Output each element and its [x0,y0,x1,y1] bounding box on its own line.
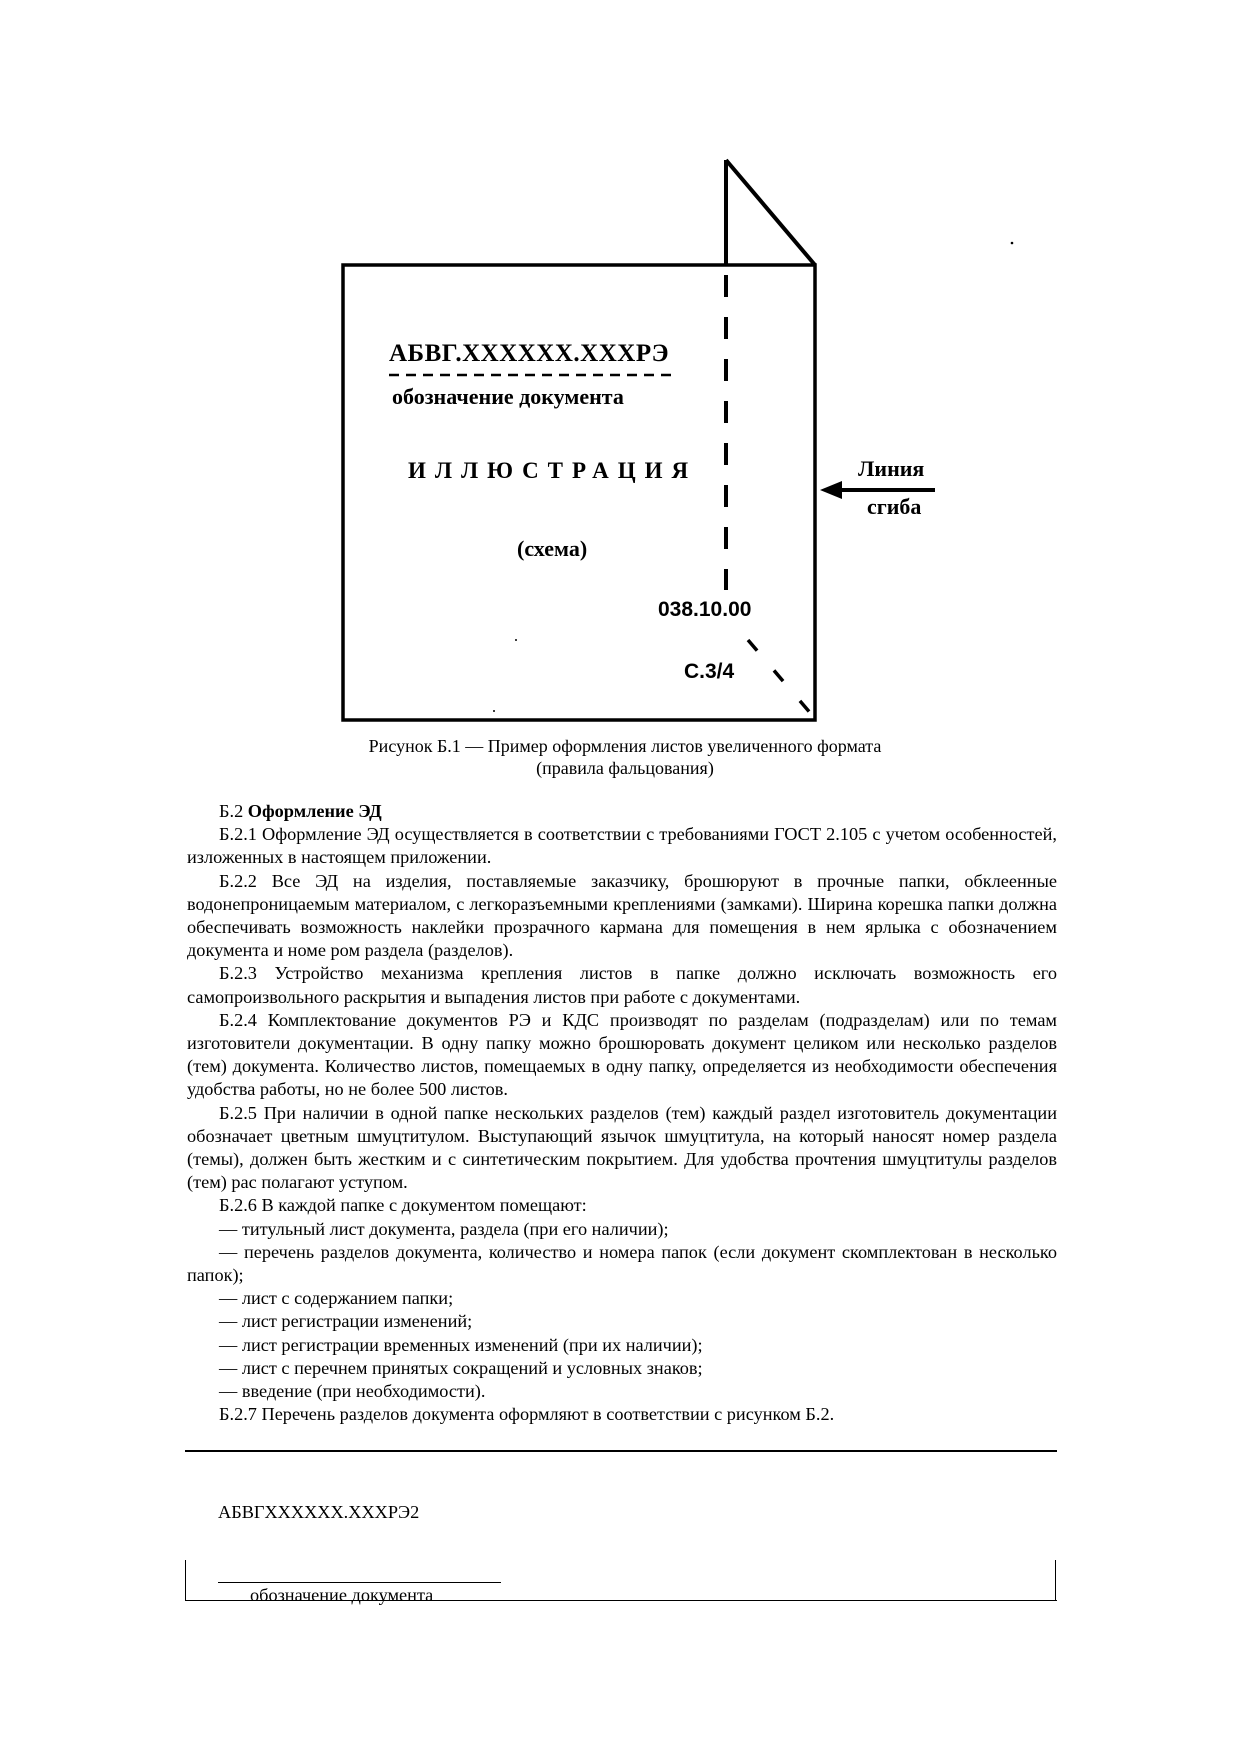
list-item: — лист регистрации изменений; [219,1311,473,1332]
figure-document-code: АБВГ.XXXXXX.XXXРЭ [389,340,670,367]
horizontal-rule [185,1450,1057,1452]
sheet-outline [343,265,815,720]
fold-line-label-2: сгиба [867,494,922,519]
paragraph: Б.2.5 При наличии в одной папке нескольких разделов (тем) каждый раздел изготовитель документации обозначает цветным шмуцтитулом. Выступающий язычок шмуцтитула, на который наносят номер раздела (темы), должен быть жестким и с синтетическим покрытием. Для удобства прочтения шмуцтитулы разделов (тем) рас полагают уступом. [187,1102,1057,1193]
paragraph: Б.2.4 Комплектование документов РЭ и КДС производят по разделам (подразделам) или по темам изготовители документации. В одну папку можно брошюровать документ целиком или несколько разделов (тем) документа. Количество листов, помещаемых в одну папку, определяется из необходимости обеспечения удобства работы, но не более 500 листов. [187,1009,1057,1100]
list-item: — введение (при необходимости). [219,1381,486,1402]
corner-dashed-diagonal [748,640,812,715]
paragraph: Б.2.2 Все ЭД на изделия, поставляемые заказчику, брошюруют в прочные папки, обклеенные водонепроницаемым материалом, с легкоразъемными креплениями (замками). Ширина корешка папки должна обеспечивать возможность наклейки прозрачного кармана для помещения в нем ярлыка с обозначением документа и номе ром раздела (разделов). [187,870,1057,961]
fold-arrow-head [820,481,842,499]
paragraph: Б.2.3 Устройство механизма крепления листов в папке должно исключать возможность его самопроизвольного раскрытия и выпадения листов при работе с документами. [187,963,1057,1007]
paragraph: Б.2.7 Перечень разделов документа оформляют в соответствии с рисунком Б.2. [219,1404,835,1425]
folding-figure [0,0,1240,740]
bottom-document-code: АБВГХХХХХХ.ХХХРЭ2 [218,1502,420,1522]
list-item: — титульный лист документа, раздела (при его наличии); [219,1218,669,1239]
box-right-border [1055,1560,1056,1600]
figure-page: С.3/4 [684,660,735,683]
section-heading [187,800,1057,823]
list-item: — лист регистрации временных изменений (при их наличии); [219,1334,703,1355]
figure-number: 038.10.00 [658,598,752,621]
section-number: Б.2 [219,801,244,821]
section-title: Оформление ЭД [247,801,382,821]
fold-line-label-1: Линия [858,456,925,481]
paragraph: Б.2.1 Оформление ЭД осуществляется в соответствии с требованиями ГОСТ 2.105 с учетом особенностей, изложенных в настоящем приложении. [187,824,1057,868]
figure-caption-sub: (правила фальцования) [536,758,714,778]
bottom-document-label: обозначение документа [250,1585,434,1605]
list-item: — лист с перечнем принятых сокращений и условных знаков; [219,1357,703,1378]
designation-underline [218,1582,501,1583]
figure-drawing [0,0,1240,740]
figure-document-label: обозначение документа [392,384,624,409]
figure-caption: Рисунок Б.1 — Пример оформления листов увеличенного формата [368,736,882,756]
figure-illustration-label: ИЛЛЮСТРАЦИЯ [408,458,698,483]
figure-scheme-label: (схема) [517,536,588,561]
paragraph: Б.2.6 В каждой папке с документом помещают: [219,1195,587,1216]
list-item: — перечень разделов документа, количество и номера папок (если документ скомплектован в несколько папок); [187,1241,1057,1286]
list-item: — лист с содержанием папки; [219,1288,454,1309]
folded-flap [726,160,815,265]
box-left-border [185,1560,186,1600]
body-text [187,800,1057,1426]
